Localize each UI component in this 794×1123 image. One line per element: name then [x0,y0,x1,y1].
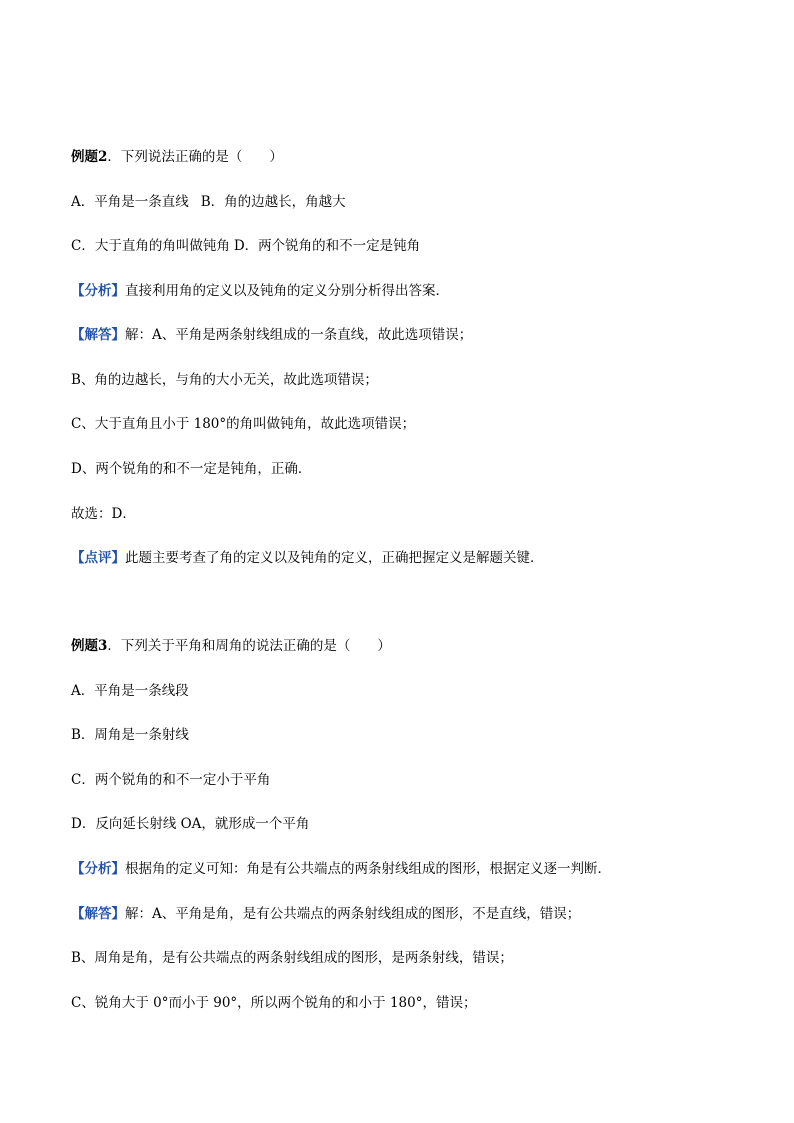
example-2-title [71,147,754,167]
example-3-option-a: A．平角是一条线段 [71,683,189,699]
example-3-analysis-text: 根据角的定义可知：角是有公共端点的两条射线组成的图形，根据定义逐一判断． [125,861,611,877]
example-3-stem: ．下列关于平角和周角的说法正确的是（ ） [107,638,391,654]
example-3-answer-a: 解：A、平角是角，是有公共端点的两条射线组成的图形，不是直线，错误； [125,906,581,922]
example-2-comment-text: 此题主要考查了角的定义以及钝角的定义，正确把握定义是解题关键． [125,550,544,566]
example-3-answer-b: B、周角是角，是有公共端点的两条射线组成的图形，是两条射线，错误； [71,950,513,966]
example-3-option-d: D．反向延长射线 OA，就形成一个平角 [71,816,310,832]
example-2-option-a: A．平角是一条直线 [71,194,189,210]
example-2-answer-b: B、角的边越长，与角的大小无关，故此选项错误； [71,372,378,388]
example-3-option-b: B．周角是一条射线 [71,727,189,743]
example-3-answer [71,904,754,924]
example-2-option-b: B．角的边越长，角越大 [200,194,346,210]
example-2-number: 2 [98,149,108,165]
example-2-answer-d: D、两个锐角的和不一定是钝角，正确． [71,461,312,477]
example-3-analysis [71,859,754,879]
example-2-choice: 故选：D． [71,506,136,522]
example-2-label: 例题 [71,149,98,165]
example-2-analysis-text: 直接利用角的定义以及钝角的定义分别分析得出答案． [125,283,449,299]
example-2-options-cd [71,236,754,256]
example-3-number: 3 [98,638,108,654]
example-3-answer-c: C、锐角大于 0°而小于 90°，所以两个锐角的和小于 180°，错误； [71,995,477,1011]
example-2-option-c: C．大于直角的角叫做钝角 [71,238,230,254]
example-3-answer-tag: 【解答】 [71,906,125,922]
example-2-comment-tag: 【点评】 [71,550,125,566]
example-2-answer-c: C、大于直角且小于 180°的角叫做钝角，故此选项错误； [71,416,416,432]
example-2-answer [71,325,754,345]
example-2-comment [71,548,754,568]
example-2-answer-a: 解：A、平角是两条射线组成的一条直线，故此选项错误； [125,327,473,343]
example-2-answer-tag: 【解答】 [71,327,125,343]
example-2-options-ab [71,192,754,212]
example-3-title [71,636,754,656]
example-3-option-c: C．两个锐角的和不一定小于平角 [71,772,271,788]
example-2-analysis-tag: 【分析】 [71,283,125,299]
example-2-option-d: D．两个锐角的和不一定是钝角 [233,238,421,254]
example-3-analysis-tag: 【分析】 [71,861,125,877]
example-3-label: 例题 [71,638,98,654]
example-2-analysis [71,281,754,301]
example-2-stem: ．下列说法正确的是（ ） [107,149,283,165]
